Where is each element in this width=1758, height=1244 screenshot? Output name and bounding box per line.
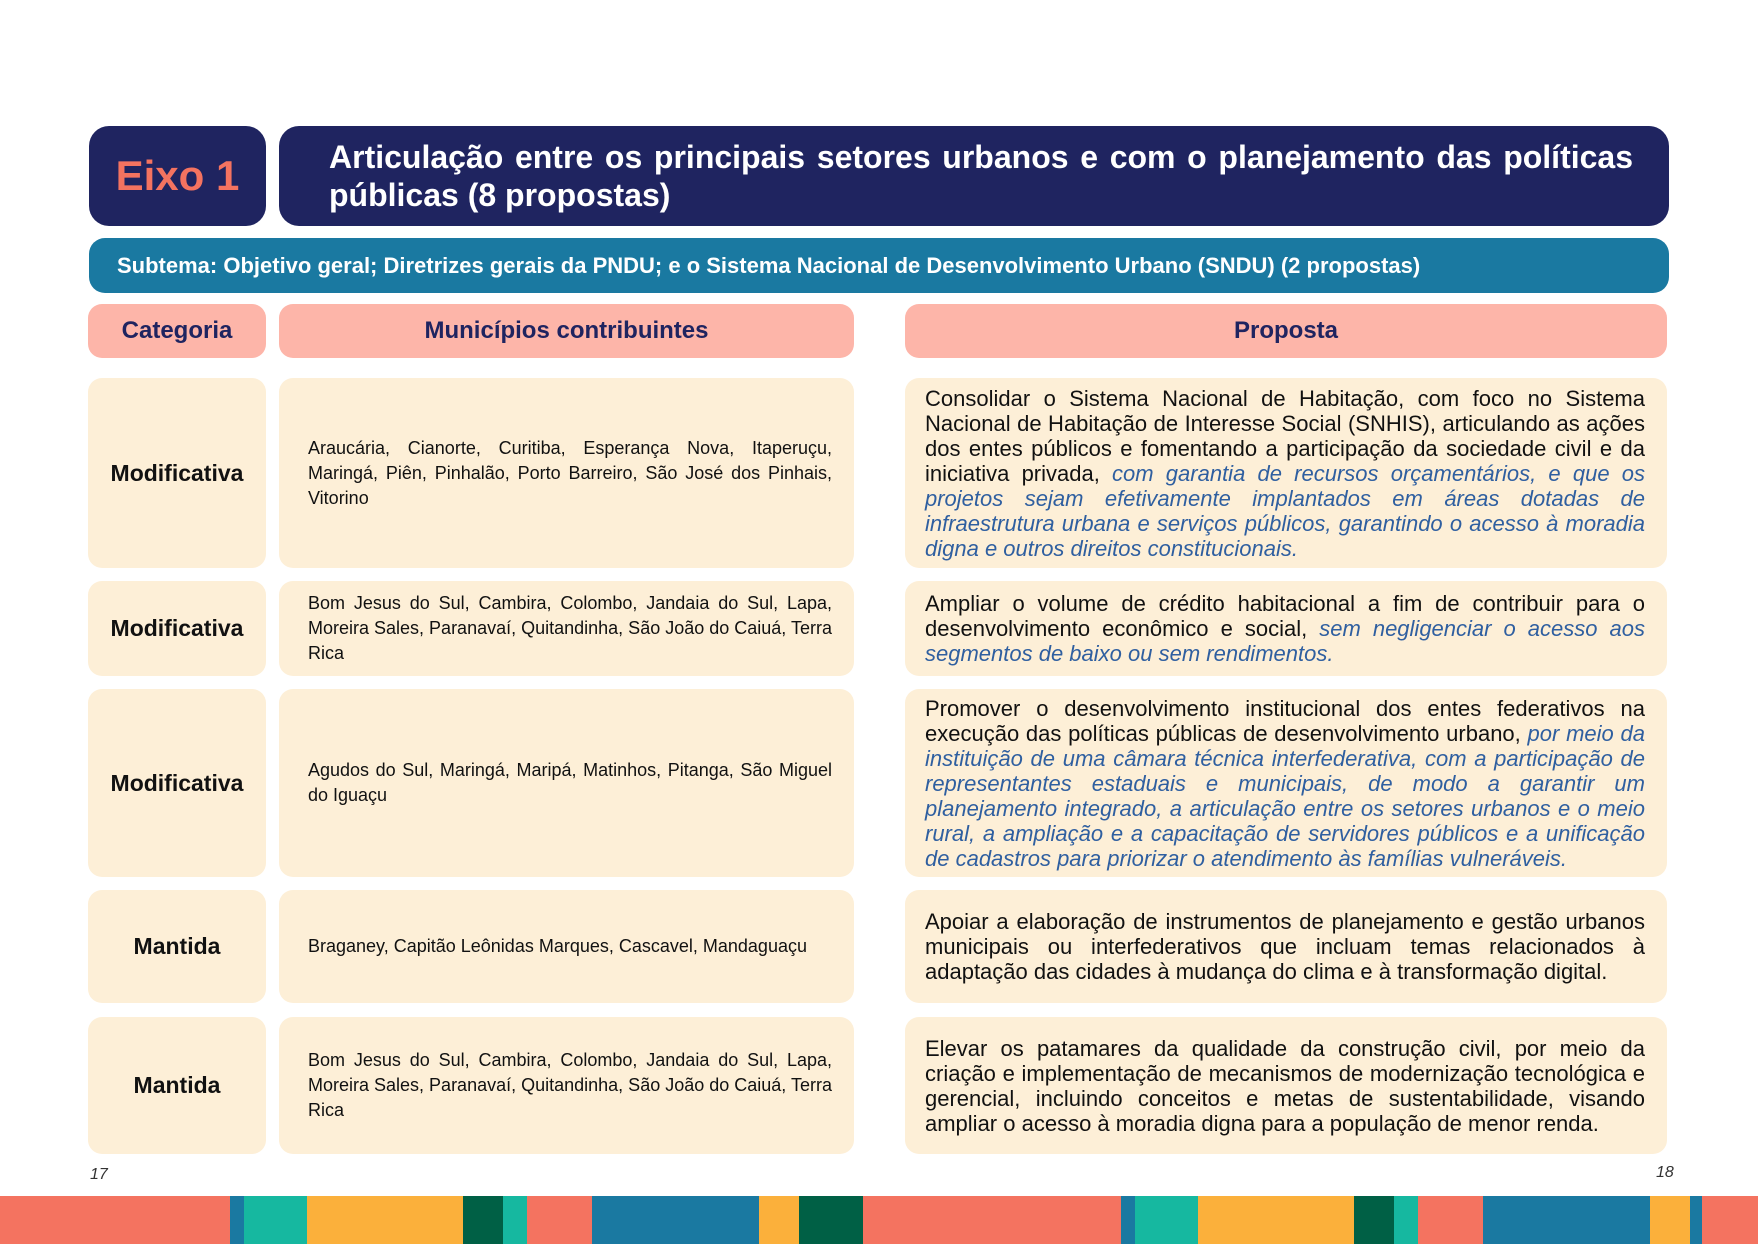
stripe bbox=[503, 1196, 527, 1244]
stripe bbox=[1121, 1196, 1135, 1244]
proposta-text: Apoiar a elaboração de instrumentos de planejamento e gestão urbanos municipais ou interfederativos que incluam temas relacionados à adaptação das cidades à mudança do clima e à transformação digital. bbox=[925, 909, 1645, 984]
table-row-categoria: Mantida bbox=[88, 1017, 266, 1154]
proposta-text: Consolidar o Sistema Nacional de Habitação, com foco no Sistema Nacional de Habitação de Interesse Social (SNHIS), articulando as ações dos entes públicos e fomentando a participação da sociedade civil e da iniciativa privada, bbox=[925, 385, 1645, 486]
stripe bbox=[463, 1196, 503, 1244]
municipios-text: Araucária, Cianorte, Curitiba, Esperança Nova, Itaperuçu, Maringá, Piên, Pinhalão, Porto Barreiro, São José dos Pinhais, Vitorino bbox=[308, 437, 832, 508]
stripe bbox=[759, 1196, 799, 1244]
proposta-text: Promover o desenvolvimento institucional dos entes federativos na execução das políticas públicas de desenvolvimento urbano, bbox=[925, 695, 1645, 746]
page-number-right: 18 bbox=[1656, 1164, 1674, 1181]
footer-stripes bbox=[0, 1196, 1758, 1244]
stripe bbox=[244, 1196, 307, 1244]
eixo-label: Eixo 1 bbox=[89, 126, 266, 226]
proposta-highlight: com garantia de recursos orçamentários, e que os projetos sejam efetivamente implantados em áreas dotadas de infraestrutura urbana e serviços públicos, garantindo o acesso à moradia digna e outros direitos constitucionais. bbox=[925, 460, 1646, 561]
column-header-proposta: Proposta bbox=[905, 304, 1667, 358]
table-row-municipios bbox=[279, 581, 854, 676]
table-row-categoria: Mantida bbox=[88, 890, 266, 1003]
stripe bbox=[1650, 1196, 1690, 1244]
stripe bbox=[1135, 1196, 1198, 1244]
stripe bbox=[863, 1196, 1121, 1244]
table-row-municipios bbox=[279, 689, 854, 877]
table-row-proposta bbox=[905, 1017, 1667, 1154]
stripe bbox=[307, 1196, 463, 1244]
stripe bbox=[592, 1196, 759, 1244]
subtema-text: Subtema: Objetivo geral; Diretrizes gerais da PNDU; e o Sistema Nacional de Desenvolvimento Urbano (SNDU) (2 propostas) bbox=[117, 252, 1421, 278]
page-title-text: Articulação entre os principais setores urbanos e com o planejamento das políticas públicas (8 propostas) bbox=[329, 139, 1633, 213]
municipios-text: Bom Jesus do Sul, Cambira, Colombo, Jandaia do Sul, Lapa, Moreira Sales, Paranavaí, Quitandinha, São João do Caiuá, Terra Rica bbox=[308, 1050, 832, 1120]
municipios-text: Agudos do Sul, Maringá, Maripá, Matinhos, Pitanga, São Miguel do Iguaçu bbox=[308, 760, 832, 805]
stripe bbox=[527, 1196, 592, 1244]
table-row-municipios bbox=[279, 378, 854, 568]
stripe bbox=[1418, 1196, 1483, 1244]
stripe bbox=[1702, 1196, 1758, 1244]
page-number-left: 17 bbox=[90, 1166, 108, 1183]
stripe bbox=[799, 1196, 863, 1244]
table-row-proposta bbox=[905, 890, 1667, 1003]
table-row-proposta bbox=[905, 378, 1667, 568]
subtema-bar bbox=[89, 238, 1669, 293]
table-row-municipios bbox=[279, 890, 854, 1003]
column-header-categoria: Categoria bbox=[88, 304, 266, 358]
stripe bbox=[0, 1196, 230, 1244]
table-row-categoria: Modificativa bbox=[88, 689, 266, 877]
stripe bbox=[1354, 1196, 1394, 1244]
table-row-municipios bbox=[279, 1017, 854, 1154]
table-row-categoria: Modificativa bbox=[88, 378, 266, 568]
table-row-proposta bbox=[905, 689, 1667, 877]
proposta-text: Elevar os patamares da qualidade da construção civil, por meio da criação e implementação de mecanismos de modernização tecnológica e gerencial, incluindo conceitos e metas de sustentabilidade, visando ampliar o acesso à moradia digna para a população de menor renda. bbox=[925, 1035, 1645, 1136]
table-row-proposta bbox=[905, 581, 1667, 676]
stripe bbox=[1198, 1196, 1354, 1244]
stripe bbox=[1690, 1196, 1702, 1244]
municipios-text: Braganey, Capitão Leônidas Marques, Cascavel, Mandaguaçu bbox=[308, 936, 807, 956]
municipios-text: Bom Jesus do Sul, Cambira, Colombo, Jandaia do Sul, Lapa, Moreira Sales, Paranavaí, Quitandinha, São João do Caiuá, Terra Rica bbox=[308, 593, 832, 663]
stripe bbox=[230, 1196, 244, 1244]
page-title bbox=[279, 126, 1669, 226]
stripe bbox=[1483, 1196, 1650, 1244]
proposta-text: Ampliar o volume de crédito habitacional a fim de contribuir para o desenvolvimento econômico e social, bbox=[925, 591, 1645, 641]
stripe bbox=[1394, 1196, 1418, 1244]
proposta-highlight: sem negligenciar o acesso aos segmentos de baixo ou sem rendimentos. bbox=[925, 616, 1645, 666]
proposta-highlight: por meio da instituição de uma câmara técnica interfederativa, com a participação de representantes estaduais e municipais, de modo a garantir um planejamento integrado, a articulação entre os setores urbanos e o meio rural, a ampliação e a capacitação de servidores públicos e a unificação de cadastros para priorizar o atendimento às famílias vulneráveis. bbox=[925, 720, 1645, 871]
column-header-municipios: Municípios contribuintes bbox=[279, 304, 854, 358]
table-row-categoria: Modificativa bbox=[88, 581, 266, 676]
